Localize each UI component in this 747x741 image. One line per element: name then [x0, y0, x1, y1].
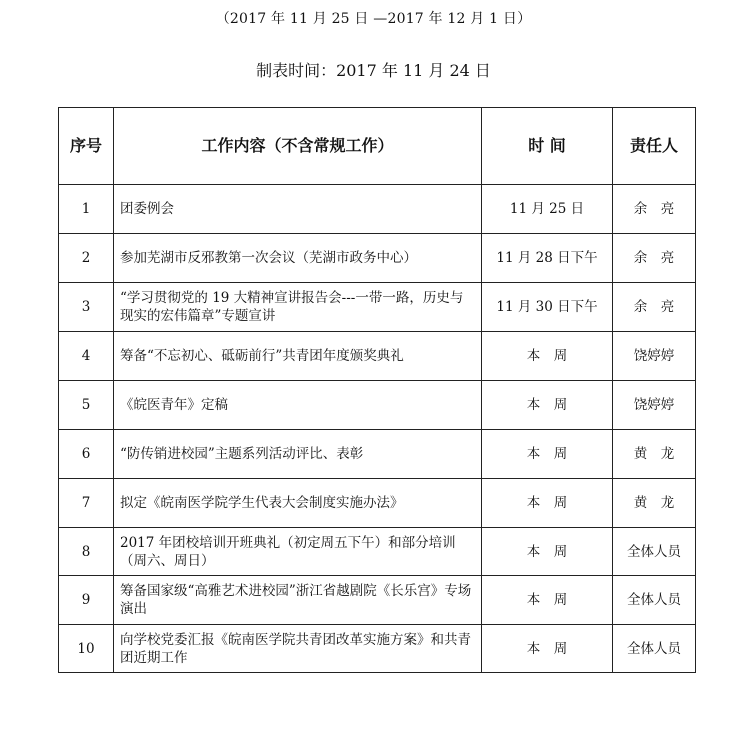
date-range: （2017 年 11 月 25 日 —2017 年 12 月 1 日）	[215, 11, 532, 27]
row-person: 全体人员	[613, 576, 696, 625]
row-content: 向学校党委汇报《皖南医学院共青团改革实施方案》和共青团近期工作	[114, 625, 482, 673]
row-person: 饶婷婷	[613, 381, 696, 430]
header-no: 序号	[59, 108, 114, 185]
table-row	[59, 576, 696, 625]
row-no: 3	[59, 283, 114, 332]
row-no: 9	[59, 576, 114, 625]
row-person: 余 亮	[613, 185, 696, 234]
row-time: 本 周	[482, 625, 613, 673]
row-no: 6	[59, 430, 114, 479]
row-time: 11 月 28 日下午	[482, 234, 613, 283]
row-no: 10	[59, 625, 114, 673]
table-header-row	[59, 108, 696, 185]
row-time: 11 月 30 日下午	[482, 283, 613, 332]
row-person: 余 亮	[613, 283, 696, 332]
row-time: 11 月 25 日	[482, 185, 613, 234]
row-person: 黄 龙	[613, 430, 696, 479]
table-row	[59, 234, 696, 283]
row-time: 本 周	[482, 528, 613, 576]
row-no: 2	[59, 234, 114, 283]
table-row	[59, 625, 696, 673]
header-time: 时 间	[482, 108, 613, 185]
row-no: 8	[59, 528, 114, 576]
row-content: 2017 年团校培训开班典礼（初定周五下午）和部分培训（周六、周日）	[114, 528, 482, 576]
row-person: 全体人员	[613, 625, 696, 673]
table-row	[59, 283, 696, 332]
row-person: 饶婷婷	[613, 332, 696, 381]
row-content: 拟定《皖南医学院学生代表大会制度实施办法》	[114, 479, 482, 528]
row-no: 4	[59, 332, 114, 381]
row-person: 余 亮	[613, 234, 696, 283]
table-row	[59, 528, 696, 576]
row-time: 本 周	[482, 576, 613, 625]
table-row	[59, 430, 696, 479]
row-no: 1	[59, 185, 114, 234]
table-row	[59, 381, 696, 430]
row-person: 黄 龙	[613, 479, 696, 528]
row-content: 《皖医青年》定稿	[114, 381, 482, 430]
work-schedule-table	[58, 107, 696, 673]
table-row	[59, 479, 696, 528]
row-content: 团委例会	[114, 185, 482, 234]
row-content: 筹备“不忘初心、砥砺前行”共青团年度颁奖典礼	[114, 332, 482, 381]
row-time: 本 周	[482, 381, 613, 430]
row-person: 全体人员	[613, 528, 696, 576]
row-content: 筹备国家级“高雅艺术进校园”浙江省越剧院《长乐宫》专场演出	[114, 576, 482, 625]
row-time: 本 周	[482, 430, 613, 479]
table-row	[59, 332, 696, 381]
header-person: 责任人	[613, 108, 696, 185]
header-content: 工作内容（不含常规工作）	[114, 108, 482, 185]
made-time: 制表时间：2017 年 11 月 24 日	[256, 61, 491, 80]
row-time: 本 周	[482, 332, 613, 381]
table-row	[59, 185, 696, 234]
row-time: 本 周	[482, 479, 613, 528]
row-content: 参加芜湖市反邪教第一次会议（芜湖市政务中心）	[114, 234, 482, 283]
row-content: “学习贯彻党的 19 大精神宣讲报告会---一带一路，历史与现实的宏伟篇章”专题宣讲	[114, 283, 482, 332]
row-no: 5	[59, 381, 114, 430]
row-content: “防传销进校园”主题系列活动评比、表彰	[114, 430, 482, 479]
row-no: 7	[59, 479, 114, 528]
